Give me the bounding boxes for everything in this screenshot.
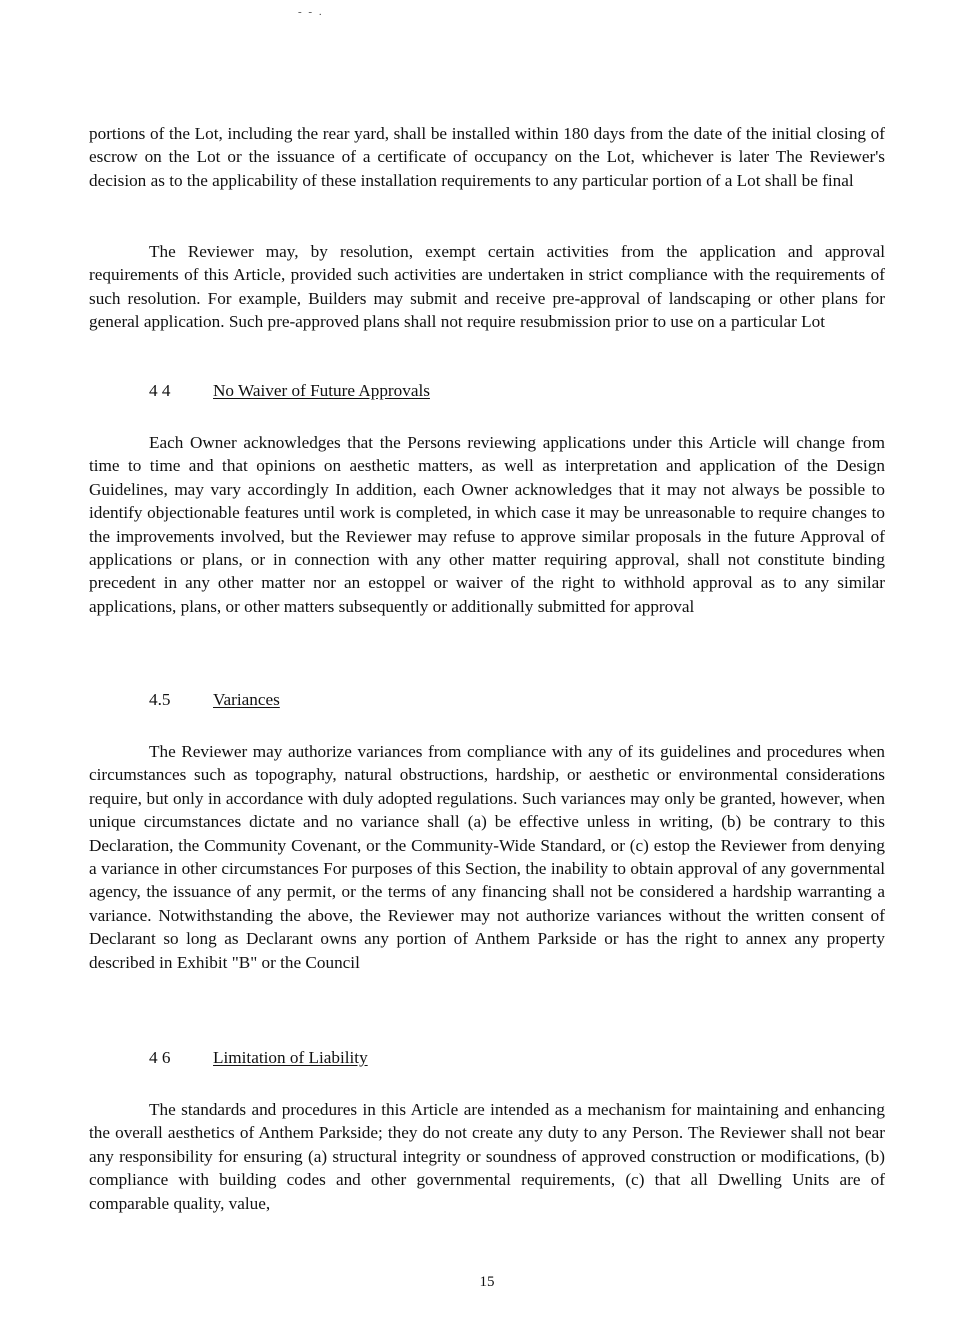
paragraph-exemptions: The Reviewer may, by resolution, exempt certain activities from the application and approval requirements of this Article, provided such activities are undertaken in strict compliance with the requirements of such resolution. For example, Builders may submit and receive pre-approval of landscaping or other plans for general application. Such pre-approved plans shall not require resubmission prior to use on a particular Lot — [89, 242, 885, 332]
section-title: Limitation of Liability — [213, 1048, 368, 1067]
section-number: 4 6 — [149, 1048, 171, 1067]
section-heading-4-4 — [149, 379, 430, 402]
section-title: Variances — [213, 690, 280, 709]
page-number: 15 — [479, 1274, 495, 1290]
section-number: 4 4 — [149, 381, 171, 400]
paragraph-continuation: portions of the Lot, including the rear yard, shall be installed within 180 days from the date of the initial closing of escrow on the Lot or the issuance of a certificate of occupancy on the Lot, whichever is later The Reviewer's decision as to the applicability of these installation requirements to any particular portion of a Lot shall be final — [89, 124, 885, 190]
section-heading-4-5 — [149, 688, 280, 711]
section-title: No Waiver of Future Approvals — [213, 381, 430, 400]
section-heading-4-6 — [149, 1046, 368, 1069]
document-page — [89, 0, 885, 1344]
paragraph-variances: The Reviewer may authorize variances from compliance with any of its guidelines and procedures when circumstances such as topography, natural obstructions, hardship, or aesthetic or environmental considerations require, but only in accordance with duly adopted regulations. Such variances may only be granted, however, when unique circumstances dictate and no variance shall (a) be effective unless in writing, (b) be contrary to this Declaration, the Community Covenant, or the Community-Wide Standard, or (c) estop the Reviewer from denying a variance in other circumstances For purposes of this Section, the inability to obtain approval of any governmental agency, the issuance of any permit, or the terms of any financing shall not be considered a hardship warranting a variance. Notwithstanding the above, the Reviewer may not authorize variances without the written consent of Declarant so long as Declarant owns any portion of Anthem Parkside or has the right to annex any property described in Exhibit "B" or the Council — [89, 742, 885, 972]
section-number: 4.5 — [149, 690, 171, 709]
scan-artifact-marks: - - . — [298, 6, 324, 18]
paragraph-limitation-of-liability: The standards and procedures in this Article are intended as a mechanism for maintaining and enhancing the overall aesthetics of Anthem Parkside; they do not create any duty to any Person. The Reviewer shall not bear any responsibility for ensuring (a) structural integrity or soundness of approved construction or modifications, (b) compliance with building codes and other governmental requirements, (c) that all Dwelling Units are of comparable quality, value, — [89, 1100, 885, 1213]
paragraph-no-waiver: Each Owner acknowledges that the Persons reviewing applications under this Article will change from time to time and that opinions on aesthetic matters, as well as interpretation and application of the Design Guidelines, may vary accordingly In addition, each Owner acknowledges that it may not always be possible to identify objectionable features until work is completed, in which case it may be unreasonable to require changes to the improvements involved, but the Reviewer may refuse to approve similar proposals in the future Approval of applications or plans, or in connection with any other matter requiring approval, shall not constitute binding precedent in any other matter nor an estoppel or waiver of the right to withhold approval as to any similar applications, plans, or other matters subsequently or additionally submitted for approval — [89, 433, 885, 616]
